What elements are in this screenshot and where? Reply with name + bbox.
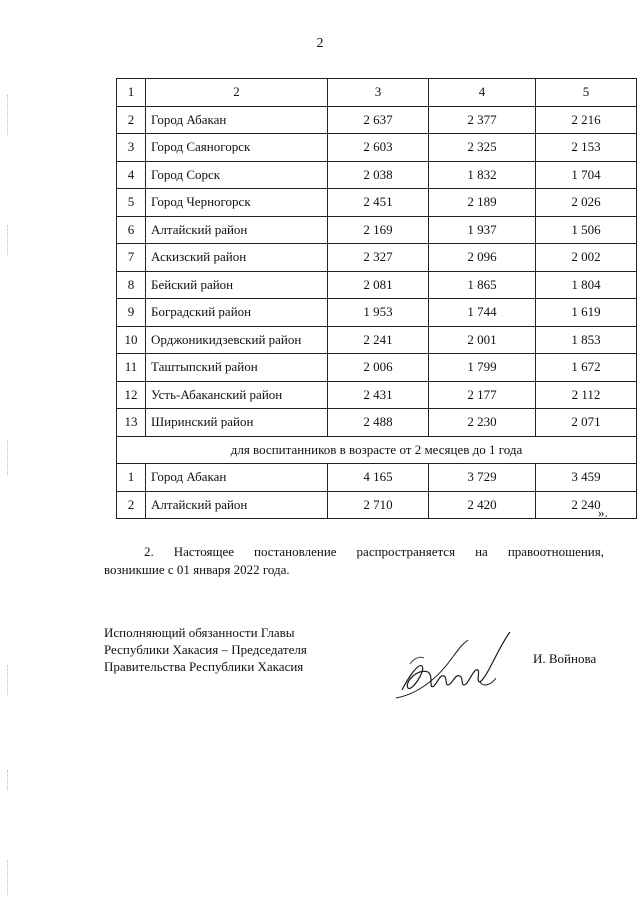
paragraph-line: возникшие с 01 января 2022 года. — [104, 562, 290, 577]
district-name-cell: Ширинский район — [146, 409, 328, 437]
row-number-cell: 13 — [117, 409, 146, 437]
district-name-cell: Орджоникидзевский район — [146, 326, 328, 354]
value-cell-col5: 2 216 — [536, 106, 637, 134]
district-name-cell: Город Абакан — [146, 106, 328, 134]
table-row — [117, 326, 637, 354]
district-name-cell: Город Саяногорск — [146, 134, 328, 162]
scan-mark — [7, 440, 10, 475]
row-number-cell: 10 — [117, 326, 146, 354]
value-cell-col3: 4 165 — [328, 464, 429, 492]
value-cell-col4: 2 230 — [429, 409, 536, 437]
signatory-title-line: Правительства Республики Хакасия — [104, 659, 304, 674]
header-cell: 5 — [536, 79, 637, 107]
value-cell-col3: 2 603 — [328, 134, 429, 162]
value-cell-col4: 2 420 — [429, 491, 536, 519]
signer-name: И. Войнова — [533, 651, 597, 666]
row-number-cell: 12 — [117, 381, 146, 409]
value-cell-col3: 2 451 — [328, 189, 429, 217]
tariff-table — [116, 78, 637, 519]
table-row — [117, 354, 637, 382]
district-name-cell: Алтайский район — [146, 491, 328, 519]
value-cell-col5: 1 672 — [536, 354, 637, 382]
row-number-cell: 1 — [117, 464, 146, 492]
table-row — [117, 491, 637, 519]
district-name-cell: Город Сорск — [146, 161, 328, 189]
table-row — [117, 299, 637, 327]
value-cell-col4: 2 325 — [429, 134, 536, 162]
value-cell-col5: 1 853 — [536, 326, 637, 354]
district-name-cell: Усть-Абаканский район — [146, 381, 328, 409]
value-cell-col3: 2 710 — [328, 491, 429, 519]
table-row — [117, 189, 637, 217]
table-row — [117, 381, 637, 409]
header-cell: 1 — [117, 79, 146, 107]
table-row — [117, 409, 637, 437]
row-number-cell: 8 — [117, 271, 146, 299]
value-cell-col4: 1 937 — [429, 216, 536, 244]
value-cell-col5: 1 619 — [536, 299, 637, 327]
value-cell-col3: 2 169 — [328, 216, 429, 244]
paragraph-line: 2. Настоящее постановление распространяется на правоотношения, — [144, 544, 604, 559]
row-number-cell: 7 — [117, 244, 146, 272]
district-name-cell: Город Абакан — [146, 464, 328, 492]
header-cell: 3 — [328, 79, 429, 107]
closing-quote: ». — [598, 505, 608, 520]
value-cell-col4: 1 865 — [429, 271, 536, 299]
value-cell-col4: 2 189 — [429, 189, 536, 217]
table-header-row — [117, 79, 637, 107]
section-header-row — [117, 436, 637, 464]
row-number-cell: 3 — [117, 134, 146, 162]
district-name-cell: Бейский район — [146, 271, 328, 299]
value-cell-col3: 2 241 — [328, 326, 429, 354]
value-cell-col3: 1 953 — [328, 299, 429, 327]
district-name-cell: Алтайский район — [146, 216, 328, 244]
value-cell-col5: 2 002 — [536, 244, 637, 272]
value-cell-col3: 2 431 — [328, 381, 429, 409]
value-cell-col4: 3 729 — [429, 464, 536, 492]
signatory-title — [104, 624, 307, 675]
value-cell-col5: 1 804 — [536, 271, 637, 299]
value-cell-col4: 1 799 — [429, 354, 536, 382]
row-number-cell: 6 — [117, 216, 146, 244]
signatory-title-line: Исполняющий обязанности Главы — [104, 625, 295, 640]
value-cell-col4: 1 832 — [429, 161, 536, 189]
value-cell-col3: 2 327 — [328, 244, 429, 272]
table-row — [117, 216, 637, 244]
scan-mark — [7, 225, 10, 255]
district-name-cell: Таштыпский район — [146, 354, 328, 382]
table-row — [117, 106, 637, 134]
value-cell-col3: 2 488 — [328, 409, 429, 437]
value-cell-col4: 2 177 — [429, 381, 536, 409]
scan-mark — [7, 95, 10, 135]
signatory-title-line: Республики Хакасия – Председателя — [104, 642, 307, 657]
value-cell-col5: 2 112 — [536, 381, 637, 409]
row-number-cell: 11 — [117, 354, 146, 382]
table-row — [117, 244, 637, 272]
value-cell-col3: 2 081 — [328, 271, 429, 299]
value-cell-col4: 2 377 — [429, 106, 536, 134]
row-number-cell: 4 — [117, 161, 146, 189]
value-cell-col5: 3 459 — [536, 464, 637, 492]
handwritten-signature — [388, 618, 518, 713]
table-row — [117, 271, 637, 299]
value-cell-col4: 2 096 — [429, 244, 536, 272]
value-cell-col5: 2 153 — [536, 134, 637, 162]
section-title: для воспитанников в возрасте от 2 месяцев до 1 года — [117, 436, 637, 464]
row-number-cell: 5 — [117, 189, 146, 217]
value-cell-col5: 2 026 — [536, 189, 637, 217]
table-row — [117, 134, 637, 162]
value-cell-col3: 2 637 — [328, 106, 429, 134]
value-cell-col4: 1 744 — [429, 299, 536, 327]
row-number-cell: 2 — [117, 491, 146, 519]
table-row — [117, 161, 637, 189]
value-cell-col3: 2 006 — [328, 354, 429, 382]
district-name-cell: Боградский район — [146, 299, 328, 327]
scan-mark — [7, 665, 10, 695]
paragraph — [104, 543, 604, 579]
header-cell: 4 — [429, 79, 536, 107]
value-cell-col4: 2 001 — [429, 326, 536, 354]
row-number-cell: 9 — [117, 299, 146, 327]
header-cell: 2 — [146, 79, 328, 107]
value-cell-col5: 2 071 — [536, 409, 637, 437]
scan-mark — [7, 860, 10, 895]
value-cell-col5: 1 704 — [536, 161, 637, 189]
district-name-cell: Город Черногорск — [146, 189, 328, 217]
value-cell-col5: 1 506 — [536, 216, 637, 244]
scan-mark — [7, 770, 10, 790]
row-number-cell: 2 — [117, 106, 146, 134]
table-row — [117, 464, 637, 492]
district-name-cell: Аскизский район — [146, 244, 328, 272]
value-cell-col3: 2 038 — [328, 161, 429, 189]
page-number: 2 — [316, 36, 324, 51]
value-cell-col5: 2 240 — [536, 491, 637, 519]
